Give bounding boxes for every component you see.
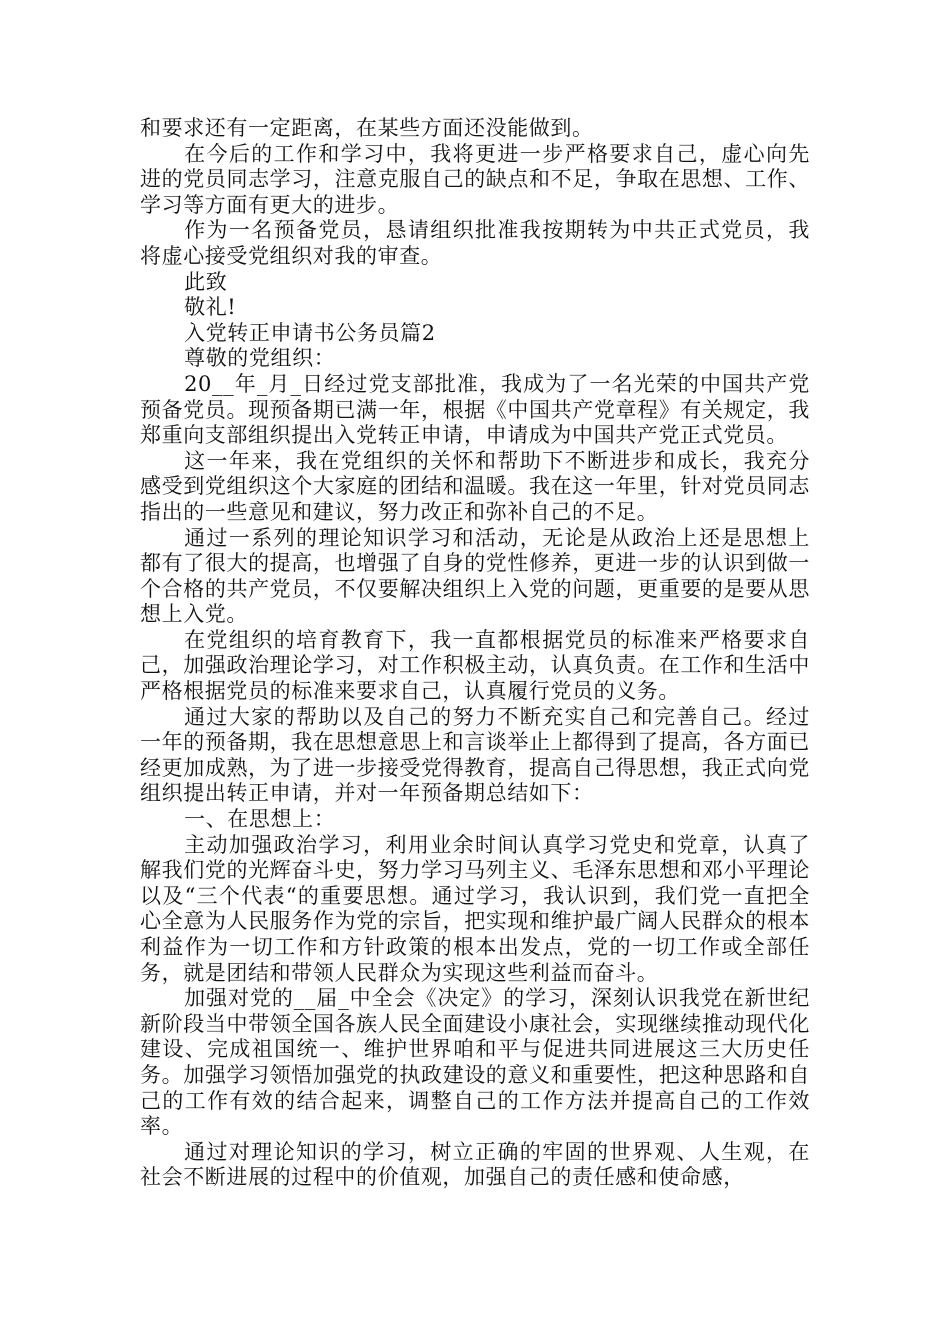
subheading: 一、在思想上：: [184, 807, 336, 832]
paragraph: 在今后的工作和学习中，我将更进一步严格要求自己，虚心向先进的党员同志学习，注意克服自己的缺点和不足，争取在思想、工作、学习等方面有更大的进步。: [140, 141, 810, 217]
greeting: 尊敬的党组织：: [184, 346, 336, 371]
salutation-line: 此致: [184, 269, 228, 294]
paragraph: 这一年来，我在党组织的关怀和帮助下不断进步和成长，我充分感受到党组织这个大家庭的团结和温暖。我在这一年里，针对党员同志指出的一些意见和建议，努力改正和弥补自己的不足。: [140, 448, 810, 524]
paragraph: 通过一系列的理论知识学习和活动，无论是从政治上还是思想上都有了很大的提高，也增强了自身的党性修养，更进一步的认识到做一个合格的共产党员，不仅要解决组织上入党的问题，更重要的是要从思想上入党。: [140, 525, 810, 627]
paragraph: 20__年_月_日经过党支部批准，我成为了一名光荣的中国共产党预备党员。现预备期已满一年，根据《中国共产党章程》有关规定，我郑重向支部组织提出入党转正申请，申请成为中国共产党正式党员。: [140, 371, 810, 448]
paragraph: 在党组织的培育教育下，我一直都根据党员的标准来严格要求自己，加强政治理论学习，对工作积极主动，认真负责。在工作和生活中严格根据党员的标准来要求自己，认真履行党员的义务。: [140, 627, 810, 704]
salutation-line: 敬礼!: [184, 295, 237, 320]
paragraph: 和要求还有一定距离，在某些方面还没能做到。: [140, 116, 594, 140]
document-body: [140, 116, 810, 1191]
paragraph: 加强对党的__届_中全会《决定》的学习，深刻认识我党在新世纪新阶段当中带领全国各族人民全面建设小康社会，实现继续推动现代化建设、完成祖国统一、维护世界咱和平与促进共同进展这三大历史任务。加强学习领悟加强党的执政建设的意义和重要性，把这种思路和自己的工作有效的结合起来，调整自己的工作方法并提高自己的工作效率。: [140, 986, 810, 1139]
paragraph: 主动加强政治学习，利用业余时间认真学习党史和党章，认真了解我们党的光辉奋斗史，努力学习马列主义、毛泽东思想和邓小平理论以及“三个代表“的重要思想。通过学习，我认识到，我们党一直把全心全意为人民服务作为党的宗旨，把实现和维护最广阔人民群众的根本利益作为一切工作和方针政策的根本出发点，党的一切工作或全部任务，就是团结和带领人民群众为实现这些利益而奋斗。: [140, 832, 810, 985]
paragraph: 作为一名预备党员，恳请组织批准我按期转为中共正式党员，我将虚心接受党组织对我的审查。: [140, 218, 810, 268]
paragraph: 通过对理论知识的学习，树立正确的牢固的世界观、人生观，在社会不断进展的过程中的价值观，加强自己的责任感和使命感，: [140, 1139, 810, 1190]
section-title: 入党转正申请书公务员篇2: [184, 320, 436, 345]
paragraph: 通过大家的帮助以及自己的努力不断充实自己和完善自己。经过一年的预备期，我在思想意思上和言谈举止上都得到了提高，各方面已经更加成熟，为了进一步接受党得教育，提高自己得思想，我正式向党组织提出转正申请，并对一年预备期总结如下：: [140, 704, 810, 806]
